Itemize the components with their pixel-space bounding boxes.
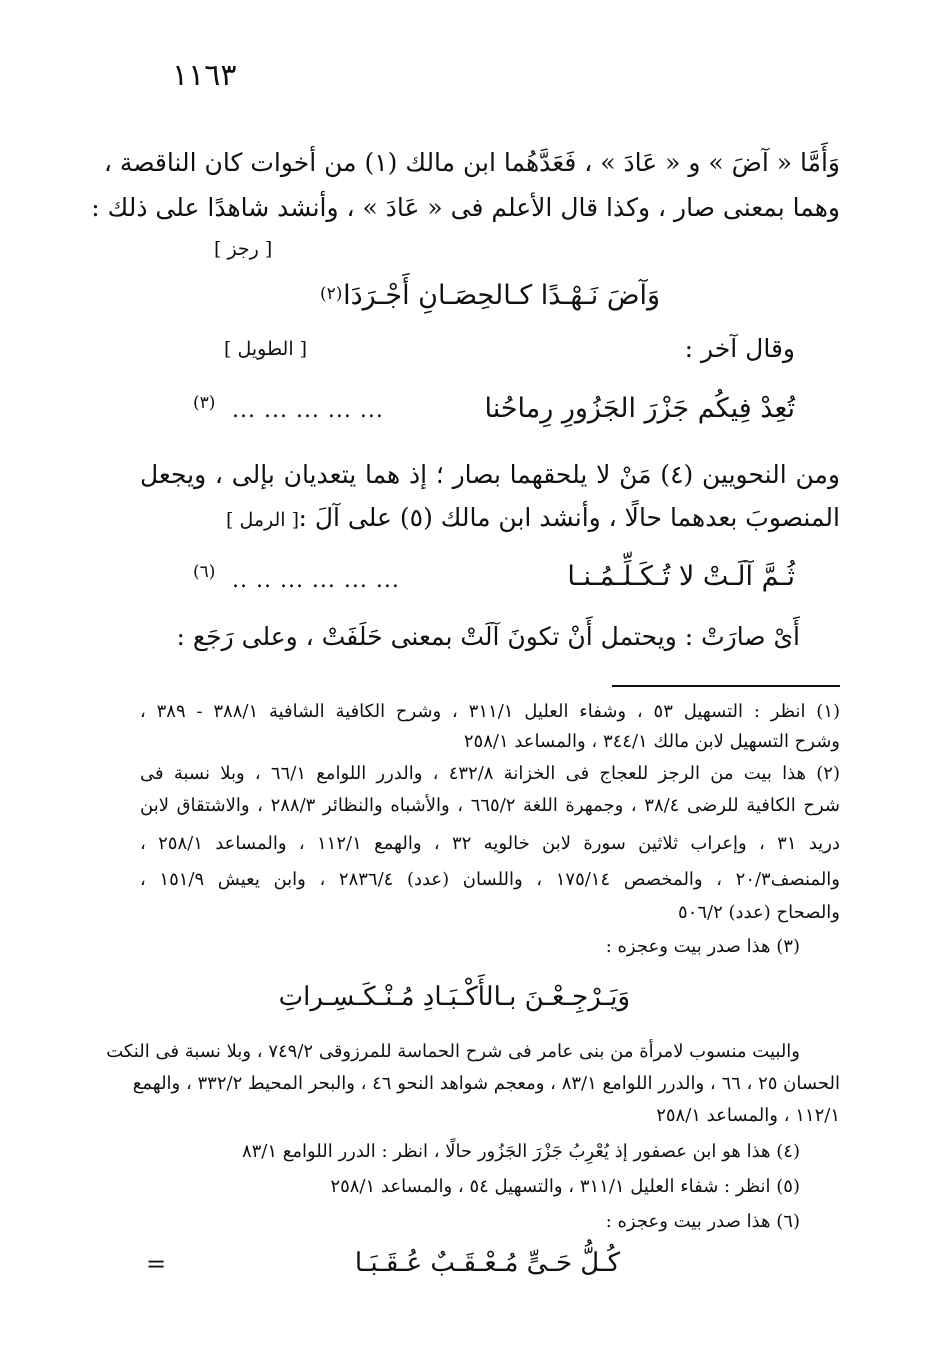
body-line: وقال آخر : (684, 334, 795, 363)
footnote-line: ١١٢/١ ، والمساعد ٢٥٨/١ (656, 1105, 840, 1126)
footnote-line: وشرح التسهيل لابن مالك ٣٤٤/١ ، والمساعد ٢٥٨/١ (463, 731, 840, 752)
verse-ellipsis: ... ... ... ... ... (232, 398, 384, 423)
continuation-mark: = (146, 1250, 167, 1278)
footnote-line: (٦) هذا صدر بيت وعجزه : (605, 1211, 800, 1232)
footnote-line: شرح الكافية للرضى ٣٨/٤ ، وجمهرة اللغة ٦٦٥/٢ ، والأشباه والنظائر ٢٨٨/٣ ، والاشتقاق لابن (140, 795, 841, 816)
verse-line: ثُـمَّ آلَـتْ لا تُـكَـلِّـمُـنـا (567, 561, 795, 592)
footnote-line: الحسان ٢٥ ، ٦٦ ، والدرر اللوامع ٨٣/١ ، ومعجم شواهد النحو ٤٦ ، والبحر المحيط ٣٣٢/٢ ، والهمع (132, 1073, 840, 1094)
body-line: وهما بمعنى صار ، وكذا قال الأعلم فى « عَادَ » ، وأنشد شاهدًا على ذلك : (91, 193, 840, 222)
footnote-line: والصحاح (عدد) ٥٠٦/٢ (678, 902, 840, 923)
verse-ellipsis: ... ... ... ... .. .. (232, 568, 400, 593)
footnote-line: والبيت منسوب لامرأة من بنى عامر فى شرح الحماسة للمرزوقى ٧٤٩/٢ ، وبلا نسبة فى النكت (106, 1041, 800, 1062)
verse-line: وَآضَ نَـهْـدًا كـالحِصَـانِ أَجْـرَدَا (343, 280, 660, 311)
footnote-line: دريد ٣١ ، وإعراب ثلاثين سورة لابن خالويه ٣٢ ، والهمع ١١٢/١ ، والمساعد ٢٥٨/١ ، (140, 833, 841, 854)
footnote-line: والمنصف٢٠/٣ ، والمخصص ١٧٥/١٤ ، واللسان (عدد) ٢٨٣٦/٤ ، وابن يعيش ١٥١/٩ ، (140, 869, 840, 890)
meter-label: [ الرمل ] (226, 509, 300, 531)
footnote-mark: (٦) (193, 562, 216, 582)
footnote-separator (612, 685, 840, 687)
footnote-line: (٥) انظر : شفاء العليل ٣١١/١ ، والتسهيل ٥٤ ، والمساعد ٢٥٨/١ (330, 1176, 800, 1197)
footnote-line: (١) انظر : التسهيل ٥٣ ، وشفاء العليل ٣١١/١ ، وشرح الكافية الشافية ٣٨٨/١ - ٣٨٩ ، (140, 701, 841, 722)
footnote-mark: (٢) (320, 284, 343, 304)
footnote-line: (٤) هذا هو ابن عصفور إذ يُعْرِبُ جَزْرَ الجَزُور حالًا ، انظر : الدرر اللوامع ٨٣/١ (241, 1141, 800, 1162)
body-line: المنصوبَ بعدهما حالًا ، وأنشد ابن مالك (٥) على آلَ : (298, 503, 840, 532)
footnote-line: (٣) هذا صدر بيت وعجزه : (605, 936, 800, 957)
body-line: وَأَمَّا « آضَ » و « عَادَ » ، فَعَدَّهُما ابن مالك (١) من أخوات كان الناقصة ، (103, 148, 840, 177)
footnote-verse: كُـلُّ حَـىٍّ مُـعْـقَـبٌ عُـقَـبَـا (354, 1248, 620, 1278)
footnote-line: (٢) هذا بيت من الرجز للعجاج فى الخزانة ٤٣٢/٨ ، والدرر اللوامع ٦٦/١ ، وبلا نسبة فى (140, 763, 840, 784)
footnote-verse: وَيَـرْجِـعْـنَ بـالأَكْـبَـادِ مُـنْـكَـسِـراتِ (278, 982, 630, 1012)
meter-label: [ رجز ] (214, 238, 273, 260)
body-line: ومن النحويين (٤) مَنْ لا يلحقهما بصار ؛ إذ هما يتعديان بإلى ، ويجعل (140, 460, 840, 489)
footnote-mark: (٣) (193, 393, 216, 413)
meter-label: [ الطويل ] (224, 338, 308, 360)
page-number: ١١٦٣ (172, 58, 237, 93)
body-line: أَىْ صارَتْ : ويحتمل أَنْ تكونَ آلَتْ بمعنى حَلَفَتْ ، وعلى رَجَع : (176, 622, 800, 651)
verse-line: تُعِدْ فِيكُم جَزْرَ الجَزُورِ رِماحُنا (484, 393, 795, 424)
